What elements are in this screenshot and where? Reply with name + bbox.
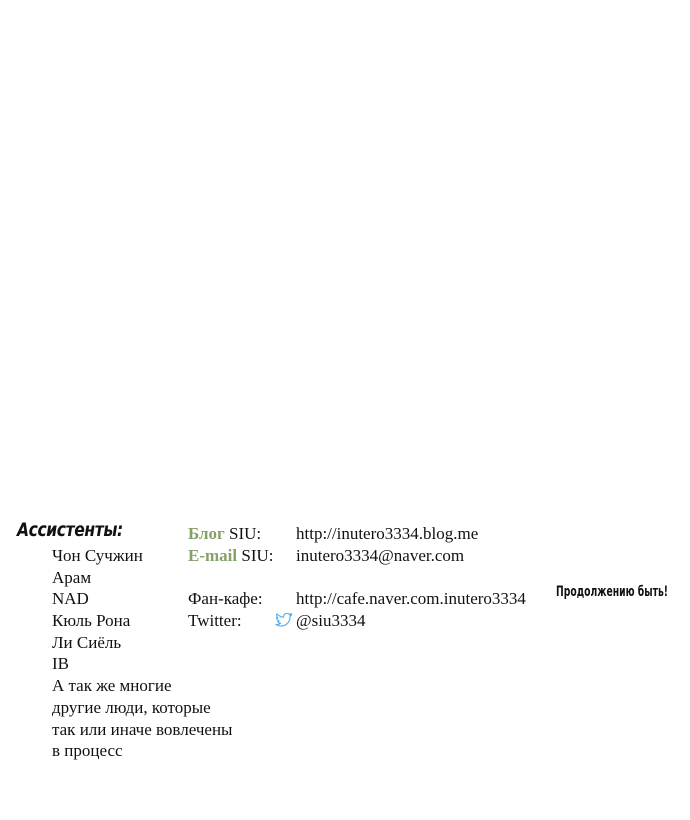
assistant-name: Чон Сучжин: [52, 546, 143, 565]
assistants-list: [52, 545, 232, 762]
blog-label-accent: Блог: [188, 524, 225, 543]
assistants-note-line: А так же многие: [52, 676, 172, 696]
twitter-label: Twitter:: [188, 611, 242, 630]
fancafe-label: Фан-кафе:: [188, 589, 263, 608]
twitter-bird-icon: [275, 613, 293, 627]
assistants-note-line: другие люди, которые: [52, 697, 211, 717]
email-link[interactable]: inutero3334@naver.com: [296, 546, 465, 565]
to-be-continued-text: Продолжению быть!: [556, 584, 669, 600]
assistant-name: Арам: [52, 567, 92, 587]
email-label: [188, 545, 273, 566]
assistant-name: IB: [52, 654, 69, 674]
blog-link[interactable]: http://inutero3334.blog.me: [296, 524, 479, 543]
blog-label: [188, 523, 261, 544]
assistant-name: Кюль Рона: [52, 611, 131, 631]
assistant-name: Ли Сиёль: [52, 632, 122, 652]
blog-label-rest: SIU:: [224, 524, 262, 543]
email-label-accent: E-mail: [188, 546, 238, 565]
assistants-heading: Ассистенты:: [17, 519, 123, 541]
fancafe-link[interactable]: http://cafe.naver.com.inutero3334: [296, 589, 526, 608]
email-label-rest: SIU:: [237, 546, 274, 565]
assistants-note-line: в процесс: [52, 741, 123, 761]
assistant-name: NAD: [52, 589, 89, 609]
assistants-note-line: так или иначе вовлечены: [52, 719, 233, 739]
twitter-handle[interactable]: @siu3334: [296, 611, 366, 630]
